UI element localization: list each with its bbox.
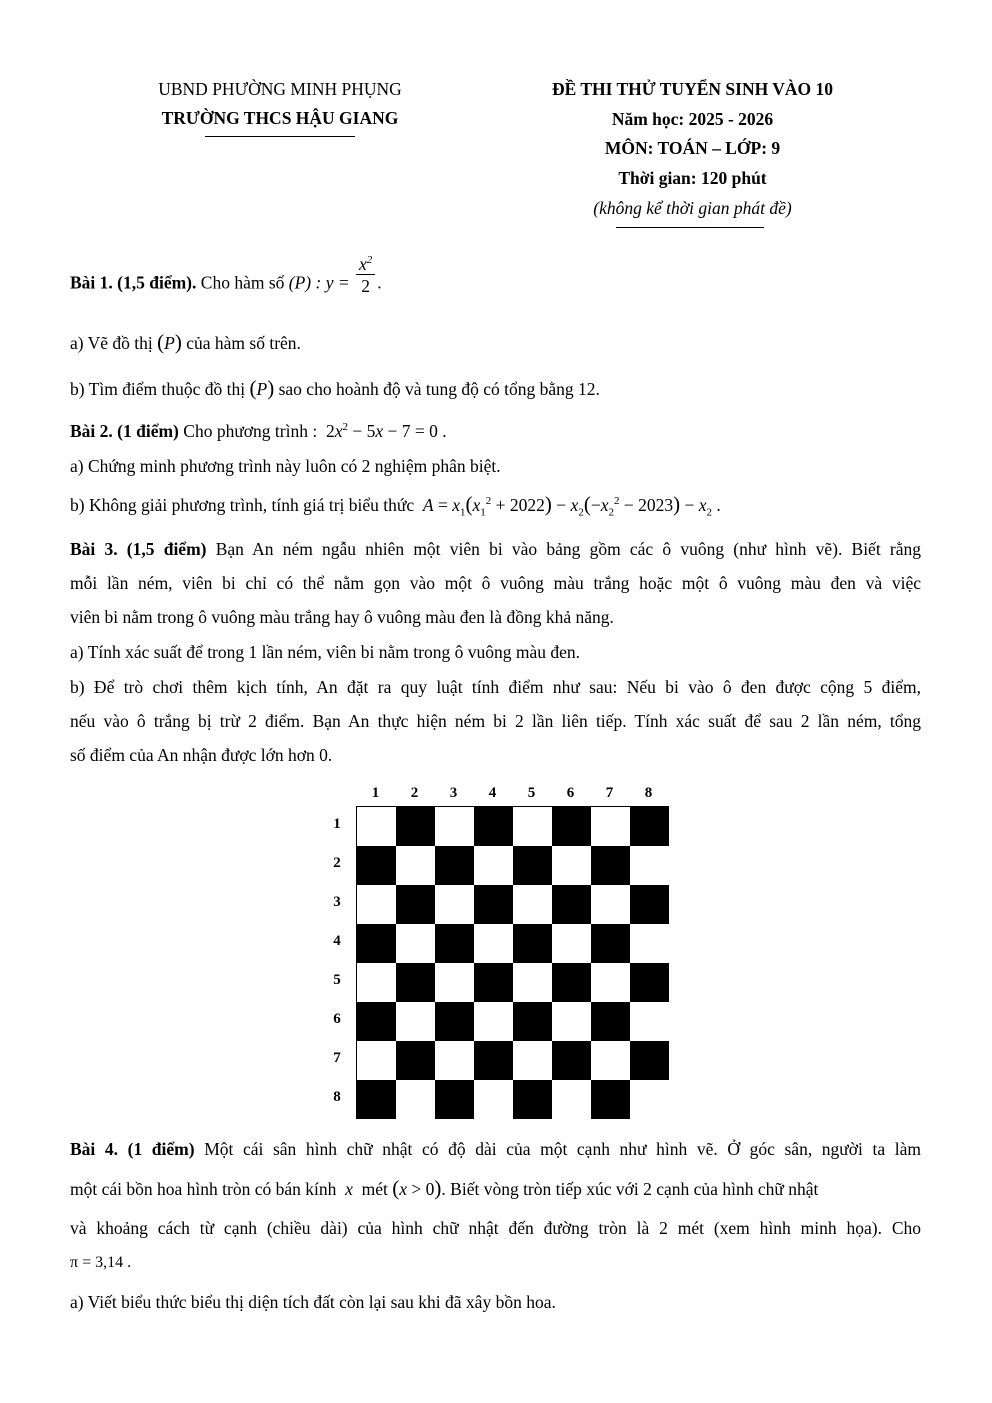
board-cell [630, 963, 669, 1002]
board-cell [591, 1041, 630, 1080]
board-cell [474, 846, 513, 885]
board-col-label: 8 [644, 785, 653, 801]
board-row-label: 5 [333, 971, 341, 988]
board-cell [435, 924, 474, 963]
bai1-b-P: P [256, 379, 268, 399]
bai2-b [70, 492, 721, 519]
bai3-b1: b) Để trò chơi thêm kịch tính, An đặt ra quy luật tính điểm như sau: Nếu bi vào ô đen được cộng 5 điểm, [70, 677, 921, 697]
bai1-a-P: P [164, 333, 175, 353]
board-row-label: 7 [333, 1049, 341, 1066]
board-cell [552, 963, 591, 1002]
bai3-line1 [70, 539, 921, 560]
bai4-line2-post: . Biết vòng tròn tiếp xúc với 2 cạnh của hình chữ nhật [441, 1179, 819, 1199]
board-cell [357, 1041, 396, 1080]
board-cell [591, 1002, 630, 1041]
board-cell [435, 846, 474, 885]
header-left-line2: TRƯỜNG THCS HẬU GIANG [161, 108, 399, 128]
board-cell [630, 1041, 669, 1080]
board-cell [552, 1080, 591, 1119]
board-cell [630, 885, 669, 924]
board-cell [630, 1002, 669, 1041]
bai1-frac-den: 2 [361, 275, 371, 296]
board-cell [591, 885, 630, 924]
board-cell [396, 885, 435, 924]
bai4-pi: π = 3,14 . [70, 1254, 132, 1271]
bai1-a: a) Vẽ đồ thị (P) của hàm số trên. [70, 330, 301, 354]
board-cell [591, 1080, 630, 1119]
header-right-line5: (không kể thời gian phát đề) [593, 198, 792, 218]
board-cell [630, 1080, 669, 1119]
board-cell [552, 924, 591, 963]
board-cell [357, 1080, 396, 1119]
bai3-b3: số điểm của An nhận được lớn hơn 0. [70, 745, 333, 765]
board-cell [474, 1041, 513, 1080]
bai1-fraction: $\frac{x^2}{2}$ [356, 250, 375, 297]
board-cell [513, 924, 552, 963]
header-left-divider [205, 136, 355, 137]
bai4-line2-pre: một cái bồn hoa hình tròn có bán kính [70, 1179, 337, 1199]
bai4-line1 [70, 1139, 921, 1160]
bai1-intro: Cho hàm số [200, 272, 285, 293]
board-cell [357, 1002, 396, 1041]
bai3-line2: mỗi lần ném, viên bi chỉ có thể nằm gọn vào một ô vuông màu trắng hoặc một ô vuông màu đen và việc [70, 573, 921, 593]
board-cell [357, 924, 396, 963]
board-cell [357, 807, 396, 846]
board-cell [435, 1080, 474, 1119]
bai2-title: Bài 2. (1 điểm) [70, 421, 179, 441]
header-right-line2: Năm học: 2025 - 2026 [611, 109, 774, 129]
board-cell [435, 963, 474, 1002]
board-cell [357, 885, 396, 924]
board-cell [630, 846, 669, 885]
header-left-line1: UBND PHƯỜNG MINH PHỤNG [158, 79, 402, 99]
board-cell [396, 807, 435, 846]
board-cell [435, 1041, 474, 1080]
board-col-label: 2 [410, 785, 419, 801]
header-right-divider [616, 227, 764, 228]
board-cell [630, 924, 669, 963]
board-cell [513, 807, 552, 846]
board-cell [396, 1080, 435, 1119]
board-col-label: 4 [488, 785, 497, 801]
board-cell [513, 885, 552, 924]
board-cell [591, 924, 630, 963]
board-cell [357, 963, 396, 1002]
board-cell [513, 1080, 552, 1119]
board-row-label: 3 [333, 893, 341, 910]
checkerboard [356, 806, 669, 1119]
board-cell [552, 1002, 591, 1041]
bai1-a-post: của hàm số trên. [186, 333, 301, 353]
board-cell [513, 1002, 552, 1041]
board-cell [474, 885, 513, 924]
board-col-label: 7 [605, 785, 614, 801]
board-col-label: 6 [566, 785, 575, 801]
header-right-line4: Thời gian: 120 phút [618, 168, 767, 188]
board-cell [396, 846, 435, 885]
board-col-label: 5 [527, 785, 536, 801]
bai3-line3: viên bi nằm trong ô vuông màu trắng hay ô vuông màu đen là đồng khả năng. [70, 607, 614, 627]
board-cell [474, 924, 513, 963]
board-cell [630, 807, 669, 846]
board-cell [513, 1041, 552, 1080]
board-cell [591, 963, 630, 1002]
board-cell [591, 846, 630, 885]
bai1-frac-num: x [359, 253, 367, 274]
bai4-line1-text: Một cái sân hình chữ nhật có độ dài của một cạnh như hình vẽ. Ở góc sân, người ta làm [204, 1139, 921, 1159]
bai1-b-pre: b) Tìm điểm thuộc đồ thị [70, 379, 246, 399]
bai1-a-pre: a) Vẽ đồ thị [70, 333, 153, 353]
board-col-label: 3 [449, 785, 458, 801]
bai3-a: a) Tính xác suất để trong 1 lần ném, viên bi nằm trong ô vuông màu đen. [70, 642, 580, 662]
bai1-title: Bài 1. (1,5 điểm). [70, 272, 197, 293]
bai4-line2: một cái bồn hoa hình tròn có bán kính x mét (x > 0). Biết vòng tròn tiếp xúc với 2 cạnh của hình chữ nhật [70, 1176, 819, 1200]
bai4-title: Bài 4. (1 điểm) [70, 1139, 195, 1159]
board-cell [552, 807, 591, 846]
board-row-label: 4 [333, 932, 341, 949]
board-cell [396, 1041, 435, 1080]
board-row-label: 1 [333, 815, 341, 832]
board-cell [474, 1002, 513, 1041]
bai1-b: b) Tìm điểm thuộc đồ thị (P) sao cho hoành độ và tung độ có tổng bằng 12. [70, 376, 600, 400]
bai1-statement: Bài 1. (1,5 điểm). Cho hàm số (P) : y = $\frac{x^2}{2}$ . [70, 272, 382, 297]
bai1-b-post: sao cho hoành độ và tung độ có tổng bằng 12. [278, 379, 600, 399]
board-cell [474, 1080, 513, 1119]
board-cell [396, 963, 435, 1002]
board-cell [474, 807, 513, 846]
bai3-line1-text: Bạn An ném ngẫu nhiên một viên bi vào bảng gồm các ô vuông (như hình vẽ). Biết rằng [215, 539, 921, 559]
board-row-label: 2 [333, 854, 341, 871]
board-cell [552, 885, 591, 924]
board-row-label: 8 [333, 1088, 341, 1105]
board-row-label: 6 [333, 1010, 341, 1027]
board-cell [435, 807, 474, 846]
board-cell [513, 846, 552, 885]
board-cell [396, 924, 435, 963]
board-cell [552, 846, 591, 885]
bai2-statement [70, 421, 447, 442]
board-cell [591, 807, 630, 846]
board-cell [357, 846, 396, 885]
bai2-b-expression: $A = x_1(x_1^2 + 2022) - x_2(-x_2^2 - 2023) - x_2$ . [422, 492, 721, 519]
bai3-title: Bài 3. (1,5 điểm) [70, 539, 207, 559]
board-cell [435, 1002, 474, 1041]
board-col-label: 1 [371, 785, 380, 801]
bai2-equation: $2x^2 - 5x - 7 = 0$ . [321, 421, 447, 441]
bai4-line3: và khoảng cách từ cạnh (chiều dài) của hình chữ nhật đến đường tròn là 2 mét (xem hình minh họa). Cho [70, 1218, 921, 1238]
header-right-line1: ĐỀ THI THỬ TUYỂN SINH VÀO 10 [551, 79, 834, 99]
bai2-intro: Cho phương trình : [183, 421, 318, 441]
bai4-line2-mid: mét [361, 1179, 388, 1199]
bai3-b2: nếu vào ô trắng bị trừ 2 điểm. Bạn An thực hiện ném bi 2 lần liên tiếp. Tính xác suất để sau 2 lần ném, tổng [70, 711, 921, 731]
bai1-func: (P) : y = [288, 272, 350, 293]
board-cell [474, 963, 513, 1002]
bai2-b-text: b) Không giải phương trình, tính giá trị biểu thức [70, 495, 415, 515]
board-cell [396, 1002, 435, 1041]
board-cell [435, 885, 474, 924]
header-right-line3: MÔN: TOÁN – LỚP: 9 [604, 138, 781, 158]
bai4-a: a) Viết biểu thức biểu thị diện tích đất còn lại sau khi đã xây bồn hoa. [70, 1292, 556, 1312]
bai2-a: a) Chứng minh phương trình này luôn có 2 nghiệm phân biệt. [70, 456, 501, 476]
board-cell [552, 1041, 591, 1080]
board-cell [513, 963, 552, 1002]
